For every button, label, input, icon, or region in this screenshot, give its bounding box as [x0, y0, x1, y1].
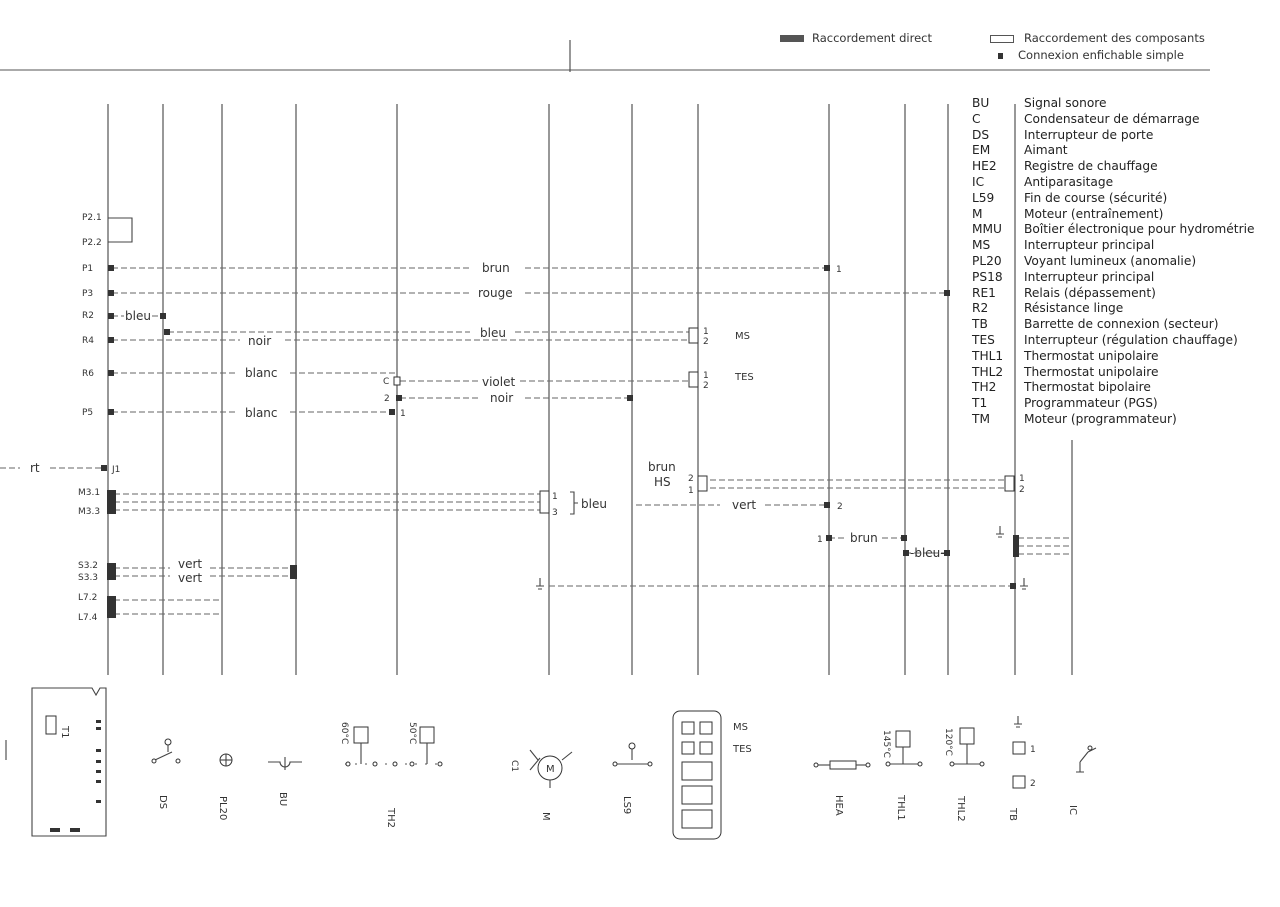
- legend-description: Registre de chauffage: [1024, 159, 1158, 174]
- label-ls9: LS9: [621, 796, 632, 815]
- terminal-label: 1: [1019, 474, 1025, 484]
- wire-vert-s32: vert: [178, 557, 203, 571]
- label-t1: T1: [59, 726, 70, 739]
- direct-swatch-icon: [780, 35, 804, 42]
- terminal-label: 2: [703, 337, 709, 347]
- legend-row: [972, 207, 1254, 223]
- terminal-label: 1: [703, 371, 709, 381]
- legend-row: [972, 96, 1254, 112]
- legend-code: THL2: [972, 364, 1004, 379]
- terminal-numbers: [383, 265, 1025, 545]
- label-thl2: THL2: [955, 796, 966, 822]
- component-swatch-icon: [990, 35, 1014, 43]
- buzzer-symbol: [268, 757, 302, 770]
- label-thl1: THL1: [895, 795, 906, 821]
- wire-bleu-lower: -bleu-: [910, 546, 945, 560]
- legend-row: [972, 143, 1254, 159]
- pin-r2: R2: [82, 311, 94, 321]
- pin-m33: M3.3: [78, 507, 101, 517]
- wire-rt: rt: [30, 461, 40, 475]
- terminal-label: 2: [384, 394, 390, 404]
- legend-description: Thermostat unipolaire: [1024, 348, 1159, 363]
- legend-code: MS: [972, 238, 991, 253]
- key-plug: Connexion enfichable simple: [998, 48, 1184, 62]
- limit-switch-symbol: [613, 743, 652, 766]
- legend-row: [972, 270, 1254, 286]
- legend-row: [972, 238, 1254, 254]
- legend-row: [972, 365, 1254, 381]
- wire-rouge: rouge: [478, 286, 513, 300]
- legend-code: MMU: [972, 222, 1002, 237]
- pin-p1: P1: [82, 264, 94, 274]
- thermostat-th2-symbol: [345, 727, 442, 766]
- label-tes: TES: [735, 372, 754, 383]
- terminal-label: 2: [688, 474, 694, 484]
- legend-description: Thermostat unipolaire: [1024, 364, 1159, 379]
- lamp-symbol: [220, 754, 232, 766]
- pin-r4: R4: [82, 336, 94, 346]
- legend-code: PL20: [972, 253, 1002, 268]
- legend-row: [972, 333, 1254, 349]
- legend-row: [972, 317, 1254, 333]
- legend-code: R2: [972, 301, 989, 316]
- thermostat-thl2-symbol: [950, 728, 984, 766]
- key-components: Raccordement des composants: [990, 31, 1205, 45]
- switch-block-symbol: [673, 711, 721, 839]
- bus-lines: [108, 104, 1072, 675]
- legend-code: C: [972, 111, 981, 126]
- legend-row: [972, 159, 1254, 175]
- legend-description: Interrupteur principal: [1024, 238, 1155, 253]
- wire-bleu-ms: bleu: [480, 326, 506, 340]
- legend-code: TB: [972, 317, 988, 332]
- legend-code: IC: [972, 174, 985, 189]
- pin-labels: [78, 213, 120, 623]
- wire-blanc-p5: blanc: [245, 406, 278, 420]
- legend-description: Condensateur de démarrage: [1024, 111, 1200, 126]
- wire-brun: brun: [482, 261, 510, 275]
- motor-bracket: [570, 492, 578, 514]
- legend-code: PS18: [972, 269, 1003, 284]
- wires: [0, 265, 1072, 618]
- terminal-label: 1: [688, 486, 694, 496]
- legend-description: Boîtier électronique pour hydrométrie: [1024, 222, 1255, 237]
- terminal-label: 1: [703, 327, 709, 337]
- terminal-label: 3: [552, 508, 558, 518]
- terminal-label: 2: [1019, 485, 1025, 495]
- legend-code: THL1: [972, 348, 1004, 363]
- legend-description: Aimant: [1024, 143, 1068, 158]
- legend-row: [972, 396, 1254, 412]
- label-c1: C1: [509, 760, 519, 773]
- label-hea: HEA: [833, 795, 844, 816]
- label-tes-block: TES: [733, 744, 752, 755]
- heater-symbol: [814, 761, 870, 769]
- legend-description: Voyant lumineux (anomalie): [1024, 253, 1197, 268]
- legend-row: [972, 349, 1254, 365]
- label-50c: 50°C: [407, 722, 417, 745]
- legend-description: Barrette de connexion (secteur): [1024, 317, 1219, 332]
- pin-p5: P5: [82, 408, 94, 418]
- key-direct: Raccordement direct: [780, 31, 932, 45]
- legend-code: TES: [972, 332, 995, 347]
- terminal-label: 2: [837, 502, 843, 512]
- legend-row: [972, 222, 1254, 238]
- door-switch-symbol: [152, 739, 180, 763]
- abbreviation-legend: [972, 96, 1254, 428]
- wire-blanc-r6: blanc: [245, 366, 278, 380]
- label-ds: DS: [157, 795, 168, 810]
- wire-brun-lower: brun: [850, 531, 878, 545]
- legend-code: EM: [972, 143, 991, 158]
- label-tb: TB: [1007, 808, 1018, 821]
- label-ic: IC: [1067, 805, 1078, 815]
- suppressor-symbol: [1076, 746, 1096, 772]
- label-pl20: PL20: [217, 796, 228, 821]
- pin-l72: L7.2: [78, 593, 98, 603]
- wire-noir-2: noir: [490, 391, 514, 405]
- ground-icon: [536, 526, 1028, 589]
- t1-programmer-symbol: [6, 688, 106, 836]
- pin-p3: P3: [82, 289, 94, 299]
- legend-code: M: [972, 206, 983, 221]
- wire-bleu-r2: bleu: [125, 309, 151, 323]
- legend-description: Interrupteur principal: [1024, 269, 1155, 284]
- legend-row: [972, 301, 1254, 317]
- wire-labels: [30, 261, 945, 585]
- terminal-label: C: [383, 377, 390, 387]
- legend-row: [972, 380, 1254, 396]
- terminal-label: 2: [1030, 779, 1036, 789]
- legend-row: [972, 412, 1254, 428]
- legend-description: Relais (dépassement): [1024, 285, 1156, 300]
- legend-row: [972, 254, 1254, 270]
- legend-row: [972, 128, 1254, 144]
- pin-l74: L7.4: [78, 613, 98, 623]
- legend-row: [972, 286, 1254, 302]
- plug-swatch-icon: [998, 53, 1003, 59]
- legend-row: [972, 175, 1254, 191]
- wire-vert-s33: vert: [178, 571, 203, 585]
- legend-row: [972, 112, 1254, 128]
- legend-code: T1: [972, 396, 988, 411]
- terminal-label: 1: [836, 265, 842, 275]
- terminal-block-symbol: [1013, 716, 1025, 788]
- legend-description: Interrupteur de porte: [1024, 127, 1154, 142]
- label-ms: MS: [735, 331, 750, 342]
- pin-s32: S3.2: [78, 561, 99, 571]
- wire-hs: HS: [654, 475, 671, 489]
- pin-p21: P2.1: [82, 213, 102, 223]
- label-60c: 60°C: [339, 722, 349, 745]
- legend-code: BU: [972, 96, 990, 110]
- legend-description: Fin de course (sécurité): [1024, 190, 1168, 205]
- legend-code: TH2: [972, 380, 997, 395]
- pin-s33: S3.3: [78, 573, 99, 583]
- p2-loop: [108, 218, 132, 242]
- wire-noir-r4: noir: [248, 334, 272, 348]
- connectors: [394, 328, 1014, 513]
- wire-vert-2: vert: [732, 498, 757, 512]
- label-120c: 120°C: [943, 728, 953, 756]
- legend-code: HE2: [972, 159, 997, 174]
- terminal-label: 1: [1030, 745, 1036, 755]
- legend-code: L59: [972, 190, 995, 205]
- label-m: M: [540, 812, 551, 821]
- pin-j1: J1: [112, 465, 121, 475]
- legend-description: Interrupteur (régulation chauffage): [1024, 332, 1238, 347]
- legend-description: Programmateur (PGS): [1024, 396, 1158, 411]
- legend-row: [972, 191, 1254, 207]
- legend-description: Antiparasitage: [1024, 174, 1114, 189]
- terminal-label: 1: [817, 535, 823, 545]
- terminal-label: 1: [552, 492, 558, 502]
- pin-r6: R6: [82, 369, 94, 379]
- pin-m31: M3.1: [78, 488, 101, 498]
- wire-brun-hs: brun: [648, 460, 676, 474]
- legend-description: Résistance linge: [1024, 301, 1124, 316]
- legend-code: RE1: [972, 285, 996, 300]
- pin-p22: P2.2: [82, 238, 102, 248]
- wire-violet: violet: [482, 375, 516, 389]
- label-bu: BU: [277, 792, 288, 807]
- legend-description: Moteur (entraînement): [1024, 206, 1164, 221]
- terminal-label: 1: [400, 409, 406, 419]
- terminal-label: 2: [703, 381, 709, 391]
- legend-description: Signal sonore: [1024, 96, 1107, 110]
- label-th2: TH2: [385, 808, 396, 828]
- legend-code: DS: [972, 127, 990, 142]
- legend-description: Thermostat bipolaire: [1024, 380, 1151, 395]
- wire-bleu-motor: bleu: [581, 497, 607, 511]
- legend-description: Moteur (programmateur): [1024, 411, 1177, 426]
- terminal-label: M: [546, 764, 555, 775]
- legend-code: TM: [972, 411, 990, 426]
- label-ms-block: MS: [733, 722, 748, 733]
- label-145c: 145°C: [881, 730, 891, 758]
